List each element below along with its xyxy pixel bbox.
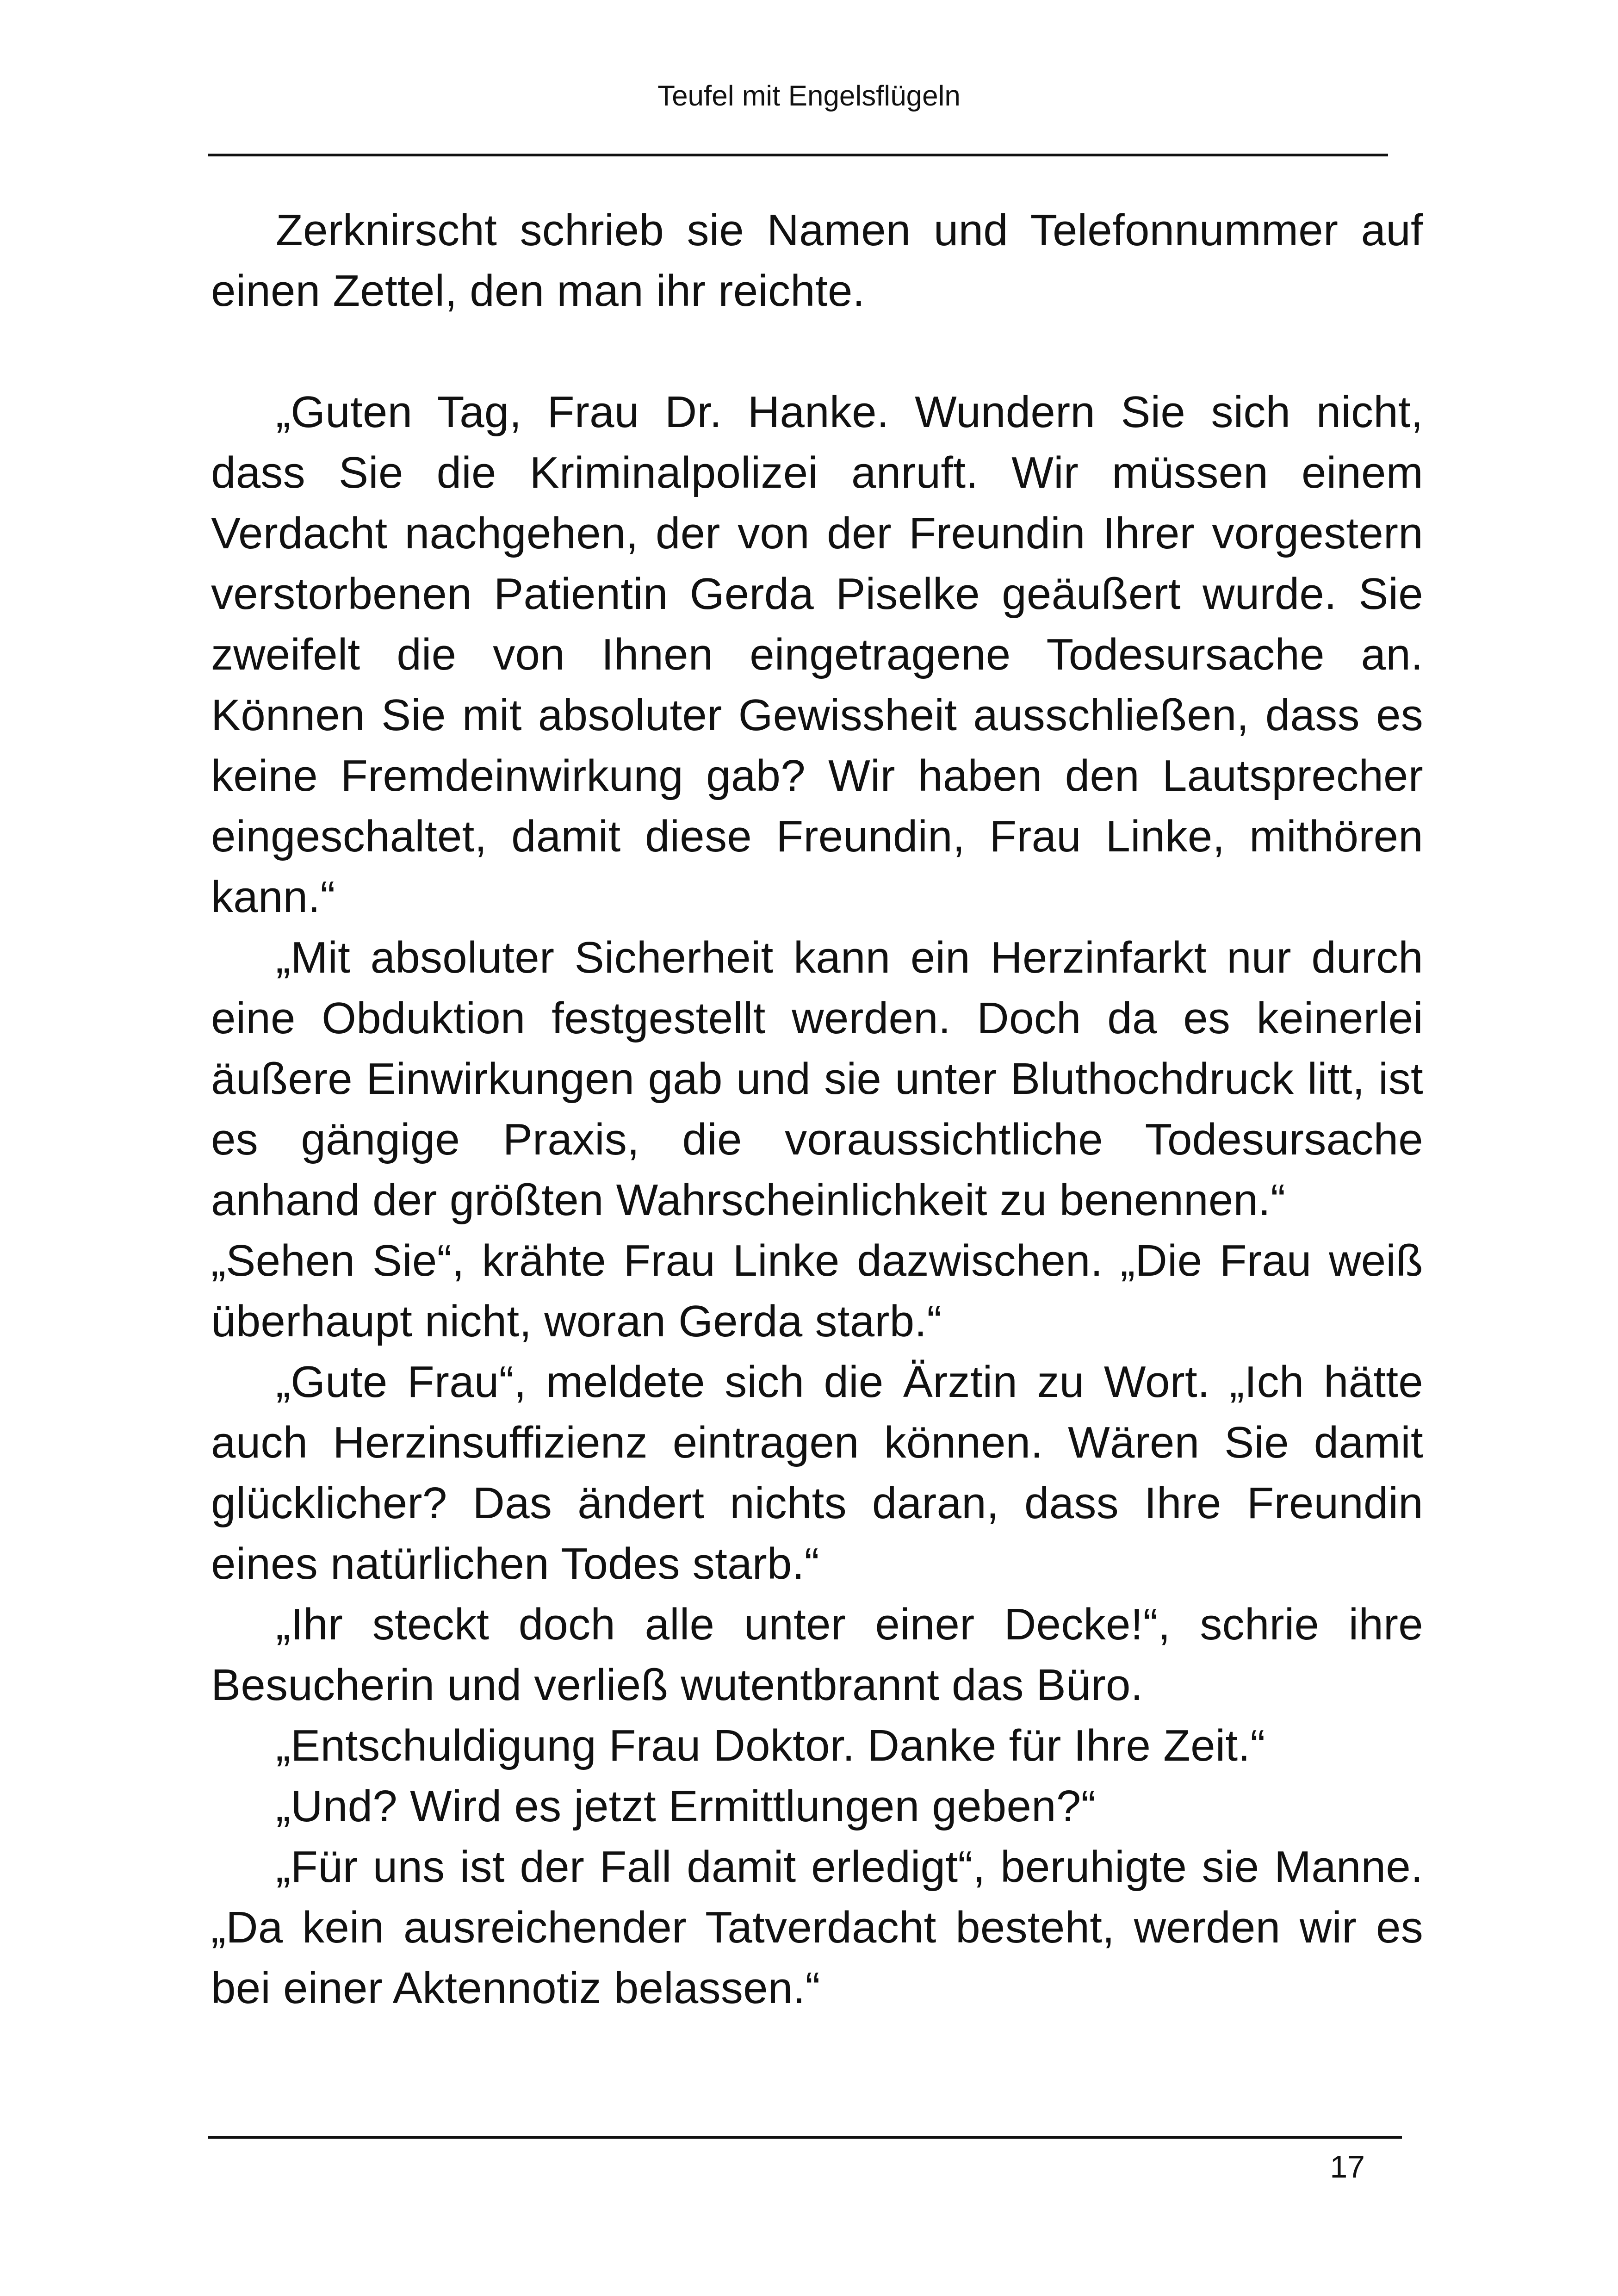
- page-text-body: [211, 200, 1423, 2018]
- paragraph: „Ihr steckt doch alle unter einer Decke!“, schrie ihre Besucherin und verließ wutentbrannt das Büro.: [211, 1600, 1423, 1710]
- paragraph: „Entschuldigung Frau Doktor. Danke für Ihre Zeit.“: [276, 1721, 1265, 1770]
- paragraph: „Mit absoluter Sicherheit kann ein Herzinfarkt nur durch eine Obduktion festgestellt werden. Doch da es keinerlei äußere Einwirkungen gab und sie unter Bluthochdruck litt, ist es gängige Praxis, die voraussichtliche Todesursache anhand der größten Wahrscheinlichkeit zu benennen.“: [211, 933, 1423, 1225]
- paragraph: „Sehen Sie“, krähte Frau Linke dazwischen. „Die Frau weiß überhaupt nicht, woran Gerda starb.“: [211, 1236, 1423, 1346]
- footer-rule: [208, 2136, 1402, 2139]
- header-rule: [208, 154, 1388, 156]
- paragraph: „Guten Tag, Frau Dr. Hanke. Wundern Sie sich nicht, dass Sie die Kriminalpolizei anruft. Wir müssen einem Verdacht nachgehen, der von der Freundin Ihrer vorgestern verstorbenen Patientin Gerda Piselke geäußert wurde. Sie zweifelt die von Ihnen eingetragene Todesursache an. Können Sie mit absoluter Gewissheit ausschließen, dass es keine Fremdeinwirkung gab? Wir haben den Lautsprecher eingeschaltet, damit diese Freundin, Frau Linke, mithören kann.“: [211, 387, 1423, 922]
- paragraph: „Gute Frau“, meldete sich die Ärztin zu Wort. „Ich hätte auch Herzinsuffizienz eintragen können. Wären Sie damit glücklicher? Das ändert nichts daran, dass Ihre Freundin eines natürlichen Todes starb.“: [211, 1357, 1423, 1589]
- paragraph: Zerknirscht schrieb sie Namen und Telefonnummer auf einen Zettel, den man ihr reichte.: [211, 205, 1423, 316]
- paragraph: „Für uns ist der Fall damit erledigt“, beruhigte sie Manne. „Da kein ausreichender Tatverdacht besteht, werden wir es bei einer Aktennotiz belassen.“: [211, 1842, 1423, 2013]
- paragraph: „Und? Wird es jetzt Ermittlungen geben?“: [276, 1781, 1096, 1831]
- page-number: 17: [1330, 2149, 1365, 2184]
- running-header-title: Teufel mit Engelsflügeln: [657, 80, 961, 112]
